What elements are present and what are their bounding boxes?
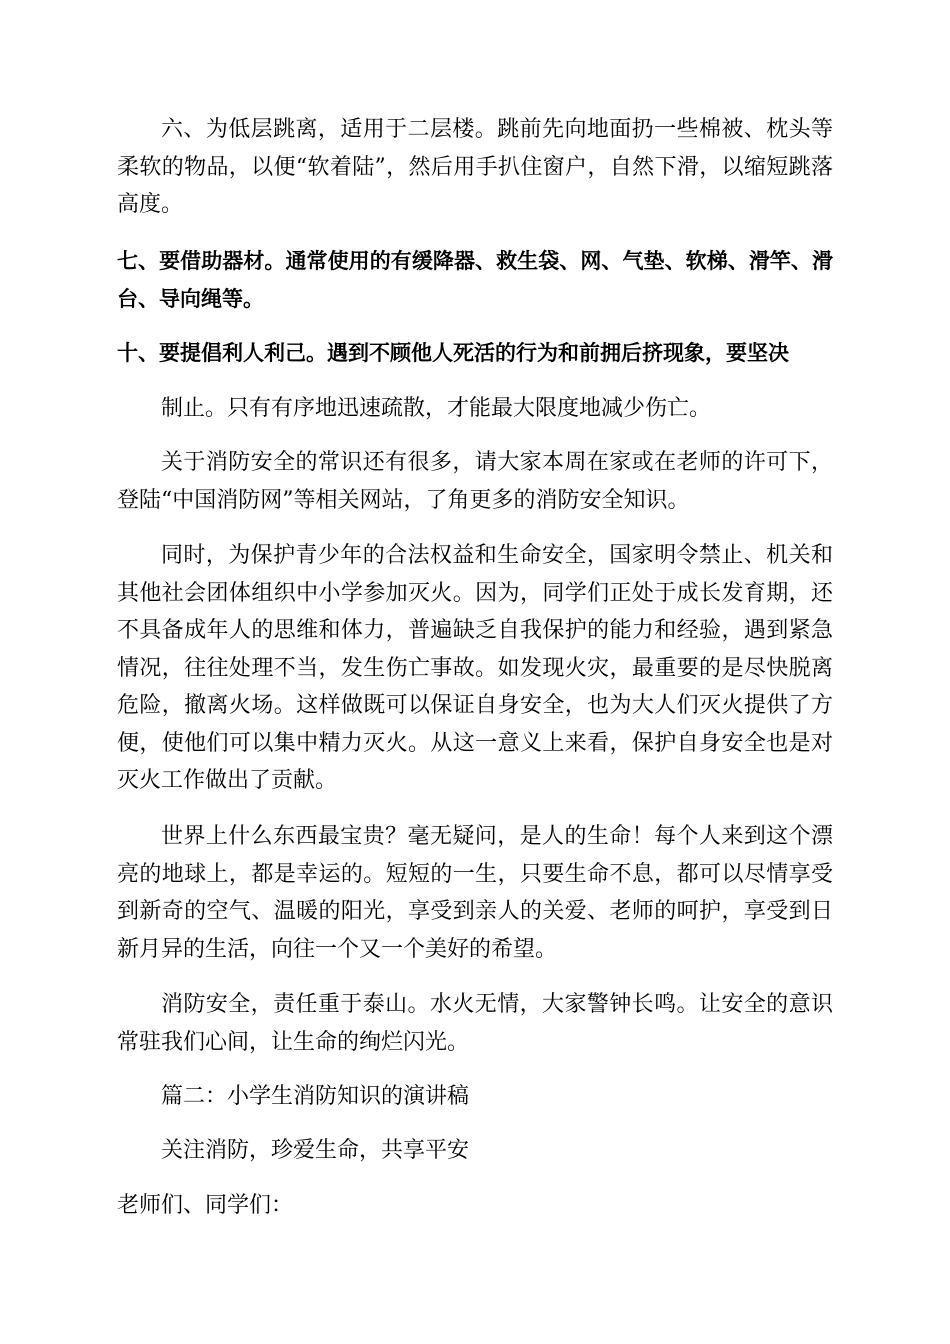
paragraph-rescue-equipment: 七、要借助器材。通常使用的有缓降器、救生袋、网、气垫、软梯、滑竿、滑台、导向绳等。 <box>117 249 833 311</box>
paragraph-youth-protection: 同时，为保护青少年的合法权益和生命安全，国家明令禁止、机关和其他社会团体组织中小学参加灭火。因为，同学们正处于成长发育期，还不具备成年人的思维和体力，普遍缺乏自我保护的能力和经验，遇到紧急情况，往往处理不当，发生伤亡事故。如发现火灾，最重要的是尽快脱离危险，撤离火场。这样做既可以保证自身安全，也为大人们灭火提供了方便，使他们可以集中精力灭火。从这一意义上来看，保护自身安全也是对灭火工作做出了贡献。 <box>117 543 833 793</box>
paragraph-mutual-help: 十、要提倡利人利己。遇到不顾他人死活的行为和前拥后挤现象，要坚决 <box>117 341 789 365</box>
paragraph-more-knowledge: 关于消防安全的常识还有很多，请大家本周在家或在老师的许可下，登陆“中国消防网”等相关网站，了角更多的消防安全知识。 <box>117 450 833 513</box>
paragraph-low-floor-escape: 六、为低层跳离，适用于二层楼。跳前先向地面扔一些棉被、枕头等柔软的物品，以便“软着陆”，然后用手扒住窗户，自然下滑，以缩短跳落高度。 <box>117 117 833 217</box>
paragraph-orderly-evacuation: 制止。只有有序地迅速疏散，才能最大限度地减少伤亡。 <box>161 396 712 421</box>
paragraph-safety-responsibility: 消防安全，责任重于泰山。水火无情，大家警钟长鸣。让安全的意识常驻我们心间，让生命的绚烂闪光。 <box>117 992 833 1055</box>
salutation: 老师们、同学们： <box>117 1193 294 1218</box>
speech-title: 关注消防，珍爱生命，共享平安 <box>161 1138 470 1163</box>
section-title: 篇二：小学生消防知识的演讲稿 <box>161 1084 470 1109</box>
paragraph-value-of-life: 世界上什么东西最宝贵？毫无疑问，是人的生命！每个人来到这个漂亮的地球上，都是幸运的。短短的一生，只要生命不息，都可以尽情享受到新奇的空气、温暖的阳光，享受到亲人的关爱、老师的呵护，享受到日新月异的生活，向往一个又一个美好的希望。 <box>117 824 833 962</box>
